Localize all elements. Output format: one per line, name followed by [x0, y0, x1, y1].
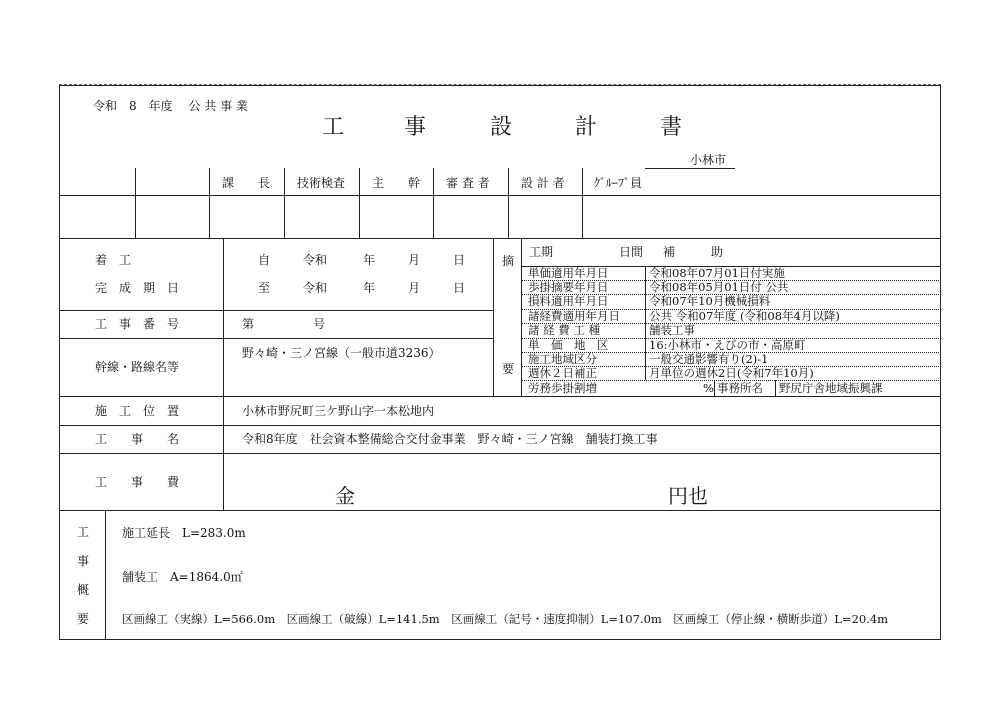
- summary-row-label: 単価適用年月日: [528, 266, 609, 280]
- start-month: 月: [408, 253, 421, 267]
- cost-kin: 金: [335, 484, 355, 508]
- summary-row-value: 令和07年10月機械損料: [649, 294, 771, 308]
- fiscal-year-label: 令和 8 年度 公 共 事 業: [93, 99, 248, 113]
- work-number-dai: 第: [242, 317, 255, 331]
- approval-chief: 課 長: [222, 176, 271, 190]
- row-line: [59, 510, 941, 511]
- title-char-1: 工: [322, 115, 345, 140]
- approval-divider: [59, 195, 941, 196]
- start-year: 年: [363, 253, 376, 267]
- summary-row-value: 月単位の週休2日(令和7年10月): [649, 366, 814, 380]
- start-day: 日: [453, 253, 466, 267]
- end-day: 日: [453, 281, 466, 295]
- summary-left-divider: [493, 238, 494, 396]
- approval-group-member: ｸﾞﾙｰﾌﾟ員: [594, 176, 643, 190]
- title-char-4: 計: [575, 115, 598, 140]
- summary-row-value: 舗装工事: [649, 323, 695, 337]
- row-line: [59, 310, 493, 311]
- start-era: 令和: [303, 253, 328, 267]
- start-label: 着 工: [95, 253, 132, 267]
- overview-side-char-2: 事: [77, 554, 90, 568]
- summary-label-divider: [521, 238, 522, 396]
- work-number-label: 工 事 番 号: [95, 317, 180, 331]
- row-line: [59, 453, 941, 454]
- approval-supervisor: 主 幹: [372, 176, 421, 190]
- completion-label: 完 成 期 日: [95, 281, 180, 295]
- summary-row-label: 損料適用年月日: [528, 294, 609, 308]
- grid-line: [284, 168, 285, 238]
- overview-line-3: 区画線工（実線）L=566.0m 区画線工（破線）L=141.5m 区画線工（記号・速度抑制）L=107.0m 区画線工（停止線・横断歩道）L=20.4m: [122, 612, 889, 626]
- work-name-value: 令和8年度 社会資本整備総合交付金事業 野々崎・三ノ宮線 舗装打換工事: [242, 432, 658, 446]
- approval-reviewer: 審 査 者: [446, 176, 490, 190]
- cost-yen: 円也: [668, 484, 708, 508]
- cost-label: 工 事 費: [95, 475, 180, 489]
- city-underline: [645, 168, 735, 169]
- end-month: 月: [408, 281, 421, 295]
- summary-row-label: 歩掛摘要年月日: [528, 280, 609, 294]
- summary-row-label: 諸経費適用年月日: [528, 309, 620, 323]
- outer-frame: [59, 85, 941, 640]
- title-char-2: 事: [404, 115, 427, 140]
- summary-row-label: 単 価 地 区: [528, 338, 609, 352]
- overview-side-char-4: 要: [77, 612, 90, 626]
- from-label: 自: [258, 253, 271, 267]
- approval-bottom: [59, 238, 941, 239]
- grid-line: [714, 380, 715, 396]
- row-line: [59, 396, 941, 397]
- overview-side-char-3: 概: [77, 583, 90, 597]
- summary-row-label: 施工地域区分: [528, 352, 597, 366]
- period-label: 工期: [529, 245, 554, 259]
- overview-divider: [105, 510, 106, 640]
- title-char-5: 書: [660, 115, 683, 140]
- labor-label: 労務歩掛割増: [528, 381, 597, 395]
- overview-line-2: 舗装工 A=1864.0㎡: [122, 570, 243, 584]
- location-label: 施 工 位 置: [95, 404, 180, 418]
- summary-row-value: 公共 令和07年度 (令和08年4月以降): [649, 309, 840, 323]
- label-column-divider: [223, 238, 224, 510]
- approval-tech-inspect: 技術検査: [297, 176, 346, 190]
- end-era: 令和: [303, 281, 328, 295]
- row-line: [59, 425, 941, 426]
- summary-row-value: 16:小林市・えびの市・高原町: [649, 338, 806, 352]
- summary-row-label: 週休２日補正: [528, 366, 597, 380]
- office-label: 事務所名: [717, 381, 763, 395]
- office-value: 野尻庁舎地域振興課: [779, 381, 883, 395]
- end-year: 年: [363, 281, 376, 295]
- grid-line: [433, 168, 434, 238]
- work-name-label: 工 事 名: [95, 432, 180, 446]
- overview-line-1: 施工延長 L=283.0m: [122, 526, 246, 540]
- grid-line: [359, 168, 360, 238]
- summary-row-value: 令和08年07月01日付実施: [649, 266, 785, 280]
- to-label: 至: [258, 281, 271, 295]
- overview-side-char-1: 工: [77, 525, 90, 539]
- subsidy-label: 補 助: [663, 245, 724, 259]
- work-number-gou: 号: [313, 317, 326, 331]
- grid-line: [508, 168, 509, 238]
- period-days: 日間: [619, 245, 644, 259]
- summary-row-value: 令和08年05月01日付 公共: [649, 280, 789, 294]
- grid-line: [582, 168, 583, 238]
- summary-row-label: 諸 経 費 工 種: [528, 323, 601, 337]
- location-value: 小林市野尻町三ケ野山字一本松地内: [242, 404, 435, 418]
- row-line: [59, 338, 493, 339]
- grid-line: [775, 380, 776, 396]
- title-char-3: 設: [490, 115, 513, 140]
- route-label: 幹線・路線名等: [95, 360, 180, 374]
- approval-designer: 設 計 者: [521, 176, 565, 190]
- summary-row-value: 一般交通影響有り(2)-1: [649, 352, 769, 366]
- grid-line: [209, 168, 210, 238]
- city-name: 小林市: [690, 153, 727, 167]
- labor-percent: %: [703, 381, 714, 395]
- summary-side-label-2: 要: [502, 362, 515, 376]
- summary-side-label-1: 摘: [502, 254, 515, 268]
- route-value: 野々崎・三ノ宮線（一般市道3236）: [242, 346, 441, 360]
- grid-line: [135, 168, 136, 238]
